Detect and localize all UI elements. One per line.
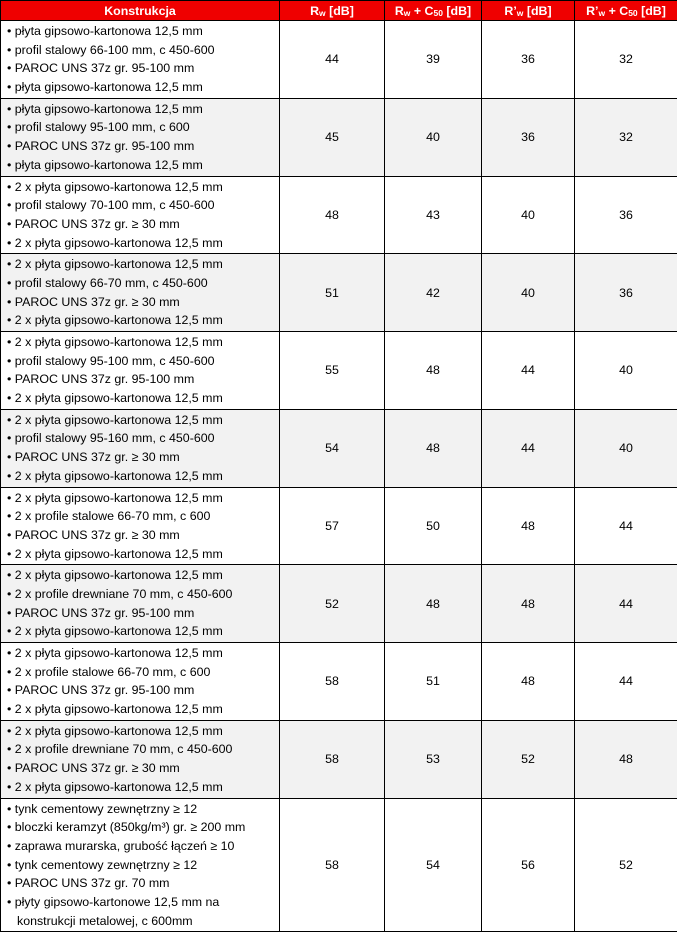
construction-cell — [1, 98, 280, 176]
construction-line: • płyta gipsowo-kartonowa 12,5 mm — [7, 78, 279, 97]
construction-line: • 2 x płyta gipsowo-kartonowa 12,5 mm — [7, 566, 279, 585]
construction-cell — [1, 409, 280, 487]
construction-line: • 2 x płyta gipsowo-kartonowa 12,5 mm — [7, 545, 279, 564]
construction-line: • PAROC UNS 37z gr. ≥ 30 mm — [7, 448, 279, 467]
construction-line: • PAROC UNS 37z gr. 95-100 mm — [7, 137, 279, 156]
construction-line: • płyta gipsowo-kartonowa 12,5 mm — [7, 100, 279, 119]
rpw-c50-cell: 32 — [575, 21, 677, 99]
construction-line: • zaprawa murarska, grubość łączeń ≥ 10 — [7, 837, 279, 856]
table-row — [1, 332, 677, 410]
construction-line: • 2 x płyta gipsowo-kartonowa 12,5 mm — [7, 178, 279, 197]
construction-line: • 2 x profile drewniane 70 mm, c 450-600 — [7, 740, 279, 759]
construction-line: • PAROC UNS 37z gr. 95-100 mm — [7, 370, 279, 389]
header-rw: $R_w$ [dB] — [280, 1, 385, 21]
construction-line: • płyta gipsowo-kartonowa 12,5 mm — [7, 22, 279, 41]
rw-cell: 58 — [280, 643, 385, 721]
rpw-cell: 44 — [482, 332, 575, 410]
header-rpw: $R’_w$ [dB] — [482, 1, 575, 21]
header-rpw-c50: $R’_w + C_{50}$ [dB] — [575, 1, 677, 21]
rpw-c50-cell: 44 — [575, 565, 677, 643]
construction-line: • płyty gipsowo-kartonowe 12,5 mm na — [7, 893, 279, 912]
rpw-cell: 48 — [482, 487, 575, 565]
rpw-cell: 44 — [482, 409, 575, 487]
rpw-cell: 40 — [482, 254, 575, 332]
construction-line: • 2 x płyta gipsowo-kartonowa 12,5 mm — [7, 333, 279, 352]
construction-line: • 2 x płyta gipsowo-kartonowa 12,5 mm — [7, 489, 279, 508]
construction-line: • 2 x płyta gipsowo-kartonowa 12,5 mm — [7, 644, 279, 663]
rpw-cell: 52 — [482, 720, 575, 798]
rpw-c50-cell: 40 — [575, 332, 677, 410]
construction-cell — [1, 254, 280, 332]
construction-line: • 2 x profile drewniane 70 mm, c 450-600 — [7, 585, 279, 604]
rpw-c50-cell: 40 — [575, 409, 677, 487]
table-row — [1, 798, 677, 932]
construction-line: • 2 x płyta gipsowo-kartonowa 12,5 mm — [7, 389, 279, 408]
table-row — [1, 565, 677, 643]
construction-line: • 2 x profile stalowe 66-70 mm, c 600 — [7, 507, 279, 526]
rw-c50-cell: 39 — [385, 21, 482, 99]
construction-line: • bloczki keramzyt (850kg/m³) gr. ≥ 200 mm — [7, 818, 279, 837]
construction-line: • profil stalowy 66-70 mm, c 450-600 — [7, 274, 279, 293]
construction-line: • profil stalowy 66-100 mm, c 450-600 — [7, 41, 279, 60]
construction-line: • profil stalowy 70-100 mm, c 450-600 — [7, 196, 279, 215]
rw-cell: 57 — [280, 487, 385, 565]
table-row — [1, 176, 677, 254]
rpw-cell: 48 — [482, 565, 575, 643]
rpw-c50-cell: 32 — [575, 98, 677, 176]
construction-line: • PAROC UNS 37z gr. ≥ 30 mm — [7, 215, 279, 234]
construction-cell — [1, 643, 280, 721]
construction-cell — [1, 565, 280, 643]
rpw-cell: 36 — [482, 21, 575, 99]
construction-line: • 2 x płyta gipsowo-kartonowa 12,5 mm — [7, 622, 279, 641]
construction-line: • 2 x płyta gipsowo-kartonowa 12,5 mm — [7, 722, 279, 741]
rpw-cell: 36 — [482, 98, 575, 176]
construction-line: • płyta gipsowo-kartonowa 12,5 mm — [7, 156, 279, 175]
construction-line: • 2 x płyta gipsowo-kartonowa 12,5 mm — [7, 467, 279, 486]
construction-line: • 2 x płyta gipsowo-kartonowa 12,5 mm — [7, 700, 279, 719]
construction-line: • profil stalowy 95-160 mm, c 450-600 — [7, 429, 279, 448]
header-row — [1, 1, 677, 21]
construction-line: • PAROC UNS 37z gr. 70 mm — [7, 874, 279, 893]
rpw-c50-cell: 44 — [575, 643, 677, 721]
rw-c50-cell: 51 — [385, 643, 482, 721]
rw-c50-cell: 48 — [385, 409, 482, 487]
construction-line: • 2 x profile stalowe 66-70 mm, c 600 — [7, 663, 279, 682]
construction-line: konstrukcji metalowej, c 600mm — [7, 912, 279, 931]
construction-line: • PAROC UNS 37z gr. 95-100 mm — [7, 681, 279, 700]
construction-line: • profil stalowy 95-100 mm, c 600 — [7, 118, 279, 137]
rpw-c50-cell: 36 — [575, 254, 677, 332]
construction-line: • PAROC UNS 37z gr. ≥ 30 mm — [7, 759, 279, 778]
header-construction: Konstrukcja — [1, 1, 280, 21]
construction-line: • profil stalowy 95-100 mm, c 450-600 — [7, 352, 279, 371]
table-row — [1, 487, 677, 565]
table-row — [1, 254, 677, 332]
rw-cell: 45 — [280, 98, 385, 176]
rw-c50-cell: 48 — [385, 565, 482, 643]
construction-line: • PAROC UNS 37z gr. ≥ 30 mm — [7, 526, 279, 545]
rpw-c50-cell: 36 — [575, 176, 677, 254]
rw-c50-cell: 54 — [385, 798, 482, 932]
rpw-cell: 40 — [482, 176, 575, 254]
construction-line: • PAROC UNS 37z gr. 95-100 mm — [7, 604, 279, 623]
rw-cell: 58 — [280, 720, 385, 798]
construction-line: • 2 x płyta gipsowo-kartonowa 12,5 mm — [7, 234, 279, 253]
rw-c50-cell: 50 — [385, 487, 482, 565]
construction-line: • 2 x płyta gipsowo-kartonowa 12,5 mm — [7, 255, 279, 274]
rw-cell: 44 — [280, 21, 385, 99]
rw-cell: 58 — [280, 798, 385, 932]
rw-cell: 52 — [280, 565, 385, 643]
construction-line: • 2 x płyta gipsowo-kartonowa 12,5 mm — [7, 411, 279, 430]
rw-c50-cell: 43 — [385, 176, 482, 254]
table-row — [1, 643, 677, 721]
rw-cell: 51 — [280, 254, 385, 332]
rw-cell: 54 — [280, 409, 385, 487]
construction-cell — [1, 798, 280, 932]
rw-c50-cell: 42 — [385, 254, 482, 332]
rpw-c50-cell: 52 — [575, 798, 677, 932]
construction-cell — [1, 21, 280, 99]
construction-line: • PAROC UNS 37z gr. ≥ 30 mm — [7, 293, 279, 312]
rpw-cell: 56 — [482, 798, 575, 932]
construction-cell — [1, 176, 280, 254]
construction-line: • PAROC UNS 37z gr. 95-100 mm — [7, 59, 279, 78]
rpw-cell: 48 — [482, 643, 575, 721]
rw-cell: 55 — [280, 332, 385, 410]
construction-cell — [1, 720, 280, 798]
construction-cell — [1, 487, 280, 565]
rw-c50-cell: 53 — [385, 720, 482, 798]
table-row — [1, 21, 677, 99]
rw-c50-cell: 48 — [385, 332, 482, 410]
rw-c50-cell: 40 — [385, 98, 482, 176]
header-rw-c50: $R_w + C_{50}$ [dB] — [385, 1, 482, 21]
table-row — [1, 409, 677, 487]
table-row — [1, 720, 677, 798]
construction-line: • tynk cementowy zewnętrzny ≥ 12 — [7, 856, 279, 875]
construction-line: • tynk cementowy zewnętrzny ≥ 12 — [7, 800, 279, 819]
rpw-c50-cell: 48 — [575, 720, 677, 798]
table-row — [1, 98, 677, 176]
rw-cell: 48 — [280, 176, 385, 254]
construction-line: • 2 x płyta gipsowo-kartonowa 12,5 mm — [7, 778, 279, 797]
construction-line: • 2 x płyta gipsowo-kartonowa 12,5 mm — [7, 311, 279, 330]
rpw-c50-cell: 44 — [575, 487, 677, 565]
construction-cell — [1, 332, 280, 410]
